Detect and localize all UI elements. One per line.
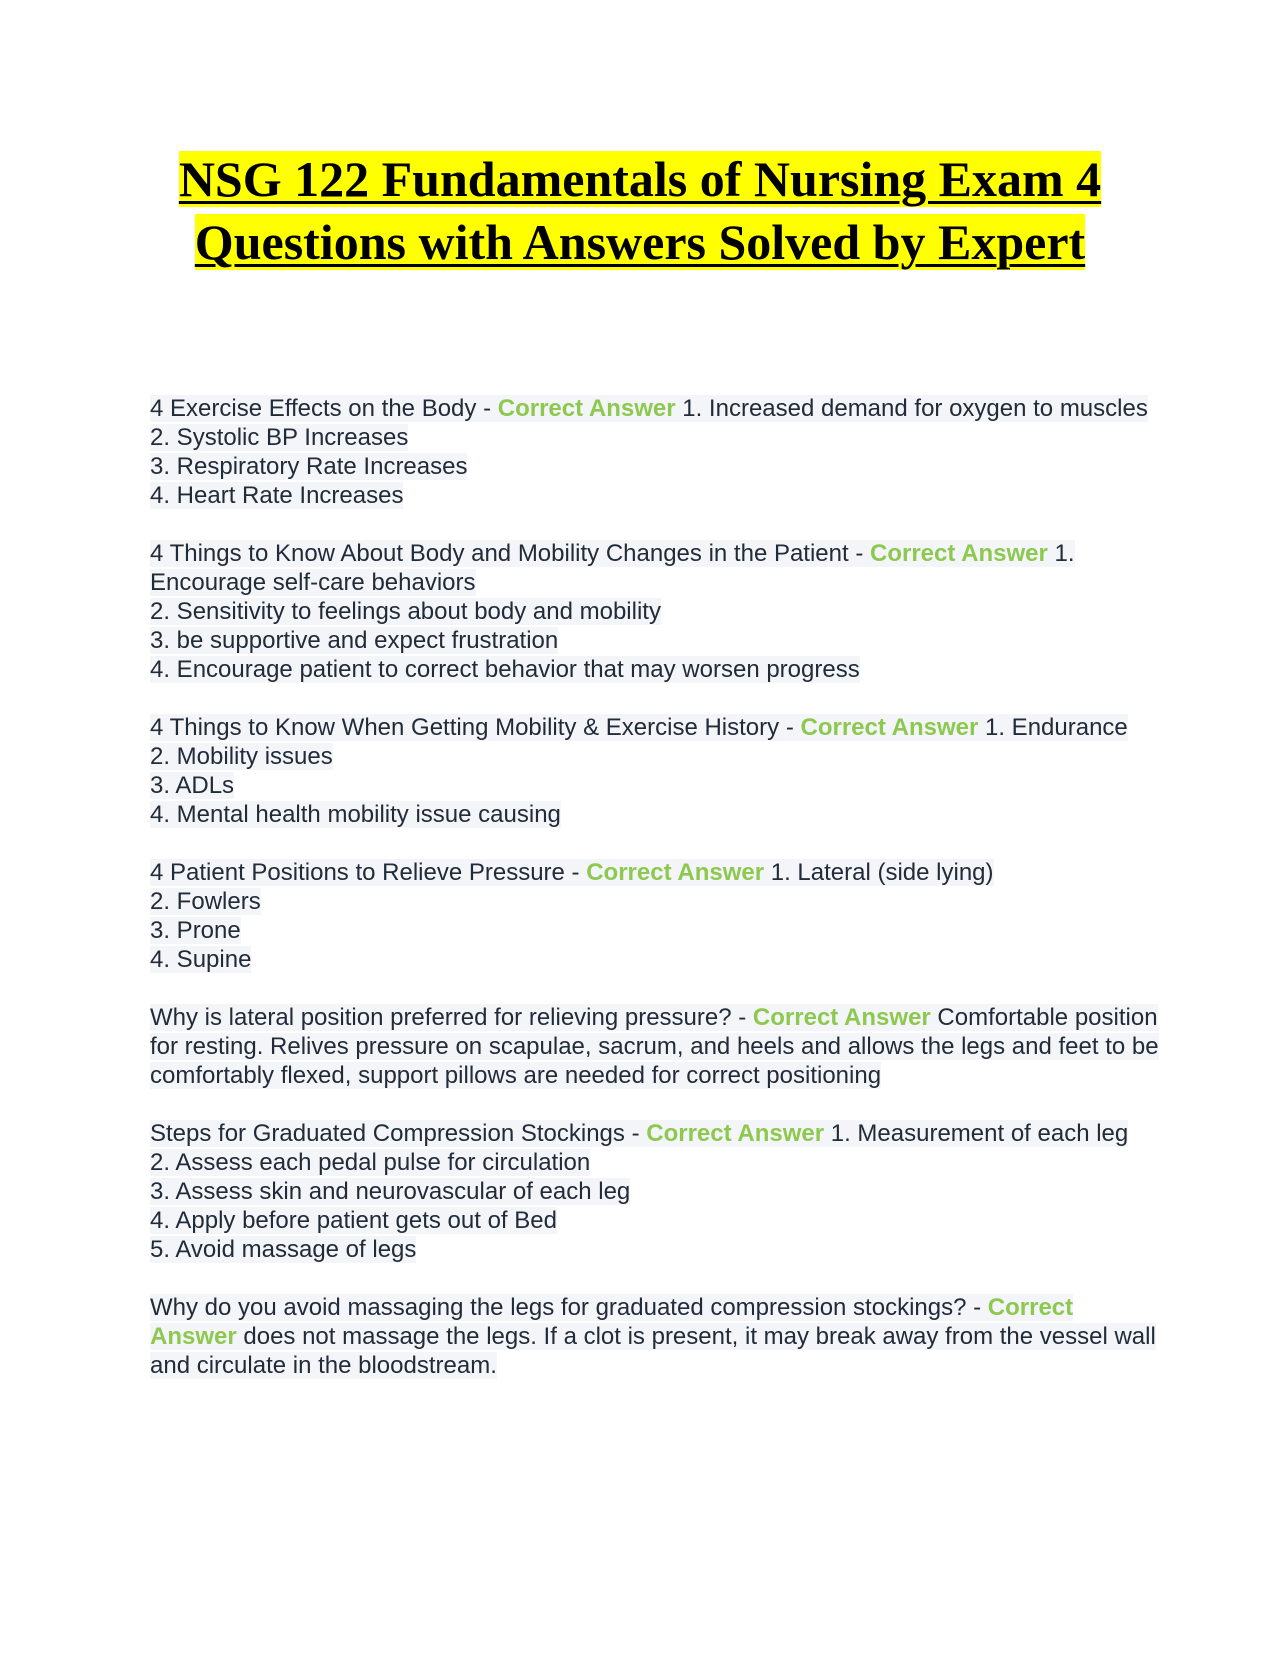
qa-list-text: 2. Fowlers <box>150 888 261 915</box>
qa-list-text: 4. Encourage patient to correct behavior that may worsen progress <box>150 656 860 683</box>
qa-question: Steps for Graduated Compression Stockings - <box>150 1120 647 1147</box>
qa-list-text: 4. Mental health mobility issue causing <box>150 801 561 828</box>
qa-first-line <box>150 858 1160 887</box>
qa-question: Why is lateral position preferred for relieving pressure? - <box>150 1004 753 1031</box>
correct-answer-label: Correct Answer <box>800 714 979 741</box>
qa-first-line <box>150 1119 1160 1148</box>
qa-list-text: 2. Assess each pedal pulse for circulation <box>150 1149 591 1176</box>
qa-list-text: 2. Systolic BP Increases <box>150 424 409 451</box>
document-title <box>150 148 1130 274</box>
qa-list-text: 3. Prone <box>150 917 241 944</box>
qa-list-line <box>150 1206 1160 1235</box>
qa-list-text: 4. Supine <box>150 946 252 973</box>
correct-answer-label: Correct Answer <box>150 1294 1074 1350</box>
qa-answer: 1. Increased demand for oxygen to muscles <box>675 395 1148 422</box>
qa-list-text: 3. be supportive and expect frustration <box>150 627 559 654</box>
qa-answer: 1. Measurement of each leg <box>824 1120 1129 1147</box>
qa-list-text: 3. Respiratory Rate Increases <box>150 453 468 480</box>
document-title-text: NSG 122 Fundamentals of Nursing Exam 4 Questions with Answers Solved by Expert <box>178 151 1102 270</box>
correct-answer-label: Correct Answer <box>870 540 1048 567</box>
qa-list-text: 4. Apply before patient gets out of Bed <box>150 1207 557 1234</box>
qa-item <box>150 858 1160 974</box>
qa-question: 4 Things to Know When Getting Mobility & Exercise History - <box>150 714 801 741</box>
qa-list-line <box>150 1235 1160 1264</box>
qa-item <box>150 713 1160 829</box>
qa-list-line <box>150 626 1160 655</box>
qa-question: 4 Things to Know About Body and Mobility Changes in the Patient - <box>150 540 870 567</box>
qa-first-line <box>150 713 1160 742</box>
qa-item <box>150 1003 1160 1090</box>
qa-list-text: 2. Mobility issues <box>150 743 333 770</box>
qa-list-line <box>150 887 1160 916</box>
qa-list-line <box>150 1148 1160 1177</box>
qa-first-line <box>150 1003 1160 1090</box>
qa-list-line <box>150 423 1160 452</box>
qa-list-text: 4. Heart Rate Increases <box>150 482 404 509</box>
qa-first-line <box>150 1293 1160 1380</box>
qa-answer: 1. Encourage self-care behaviors <box>150 540 1075 596</box>
qa-list-line <box>150 742 1160 771</box>
qa-list-text: 3. Assess skin and neurovascular of each leg <box>150 1178 631 1205</box>
qa-list-line <box>150 597 1160 626</box>
correct-answer-label: Correct Answer <box>497 395 676 422</box>
qa-item <box>150 394 1160 510</box>
correct-answer-label: Correct Answer <box>646 1120 825 1147</box>
qa-list-text: 5. Avoid massage of legs <box>150 1236 417 1263</box>
qa-list-text: 3. ADLs <box>150 772 235 799</box>
qa-list-line <box>150 452 1160 481</box>
correct-answer-label: Correct Answer <box>586 859 765 886</box>
qa-list <box>150 394 1160 1409</box>
qa-item <box>150 539 1160 684</box>
qa-list-line <box>150 481 1160 510</box>
qa-answer: 1. Endurance <box>978 714 1128 741</box>
qa-list-line <box>150 1177 1160 1206</box>
qa-question: 4 Exercise Effects on the Body - <box>150 395 498 422</box>
qa-question: 4 Patient Positions to Relieve Pressure - <box>150 859 587 886</box>
qa-list-line <box>150 655 1160 684</box>
qa-list-text: 2. Sensitivity to feelings about body and mobility <box>150 598 661 625</box>
qa-answer: Comfortable position for resting. Relives pressure on scapulae, sacrum, and heels and allows the legs and feet to be comfortably flexed, support pillows are needed for correct positioning <box>150 1004 1159 1089</box>
qa-answer: 1. Lateral (side lying) <box>764 859 994 886</box>
qa-item <box>150 1293 1160 1380</box>
qa-list-line <box>150 945 1160 974</box>
qa-list-line <box>150 916 1160 945</box>
qa-list-line <box>150 800 1160 829</box>
qa-first-line <box>150 539 1160 597</box>
qa-item <box>150 1119 1160 1264</box>
correct-answer-label: Correct Answer <box>752 1004 931 1031</box>
qa-first-line <box>150 394 1160 423</box>
qa-question: Why do you avoid massaging the legs for graduated compression stockings? - <box>150 1294 988 1321</box>
qa-answer: does not massage the legs. If a clot is present, it may break away from the vessel wall and circulate in the bloodstream. <box>150 1323 1156 1379</box>
qa-list-line <box>150 771 1160 800</box>
